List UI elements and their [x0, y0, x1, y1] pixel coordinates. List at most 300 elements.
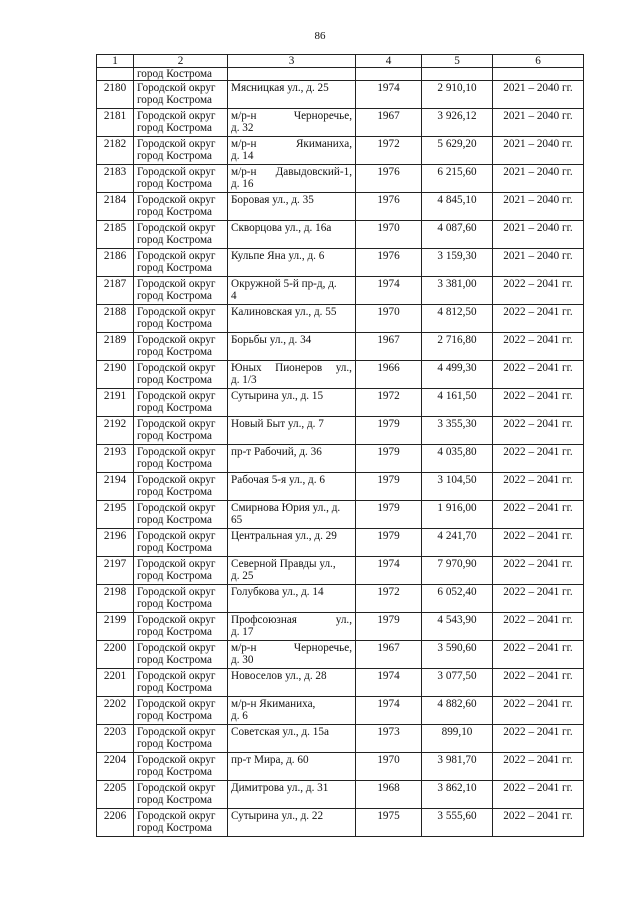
cell-area: 4 161,50 [422, 389, 493, 417]
address-word: Смирнова Юрия ул., д. [231, 502, 341, 514]
table-row [97, 165, 584, 193]
cell-period: 2022 – 2041 гг. [493, 781, 584, 809]
address-line [231, 502, 352, 514]
cell-municipality [134, 445, 228, 473]
cell-number: 2180 [97, 81, 134, 109]
cell-address [228, 277, 356, 305]
address-word: Новый Быт ул., д. 7 [231, 418, 324, 430]
cell-number: 2184 [97, 193, 134, 221]
cell-municipality [134, 165, 228, 193]
table-row [97, 585, 584, 613]
cell-year: 1972 [356, 585, 422, 613]
table-row [97, 305, 584, 333]
municipality-line: город Кострома [137, 458, 212, 470]
cell-period: 2022 – 2041 гг. [493, 305, 584, 333]
cell-period: 2022 – 2041 гг. [493, 809, 584, 837]
municipality-line: Городской округ [137, 586, 216, 598]
cell-municipality [134, 109, 228, 137]
cell-municipality [134, 417, 228, 445]
address-line: д. 1/3 [231, 374, 257, 386]
address-line [231, 362, 352, 374]
cell-address [228, 697, 356, 725]
address-line [231, 222, 352, 234]
address-word: Северной Правды ул., [231, 558, 336, 570]
cell-year: 1973 [356, 725, 422, 753]
municipality-line: город Кострома [137, 514, 212, 526]
address-line: д. 32 [231, 122, 254, 134]
cell-period: 2022 – 2041 гг. [493, 277, 584, 305]
table-row [97, 277, 584, 305]
municipality-line: город Кострома [137, 710, 212, 722]
cell-area [422, 68, 493, 81]
cell-year: 1976 [356, 165, 422, 193]
address-line: д. 14 [231, 150, 254, 162]
cell-period: 2022 – 2041 гг. [493, 473, 584, 501]
cell-address [228, 473, 356, 501]
cell-municipality [134, 753, 228, 781]
cell-area: 3 590,60 [422, 641, 493, 669]
cell-area: 3 159,30 [422, 249, 493, 277]
cell-address [228, 389, 356, 417]
cell-year: 1967 [356, 109, 422, 137]
municipality-line: Городской округ [137, 530, 216, 542]
cell-period: 2021 – 2040 гг. [493, 165, 584, 193]
address-word: м/р-н [231, 166, 257, 178]
cell-number: 2193 [97, 445, 134, 473]
cell-number [97, 68, 134, 81]
cell-year: 1972 [356, 137, 422, 165]
municipality-line: город Кострома [137, 234, 212, 246]
cell-address [228, 305, 356, 333]
address-line: 4 [231, 290, 237, 302]
municipality-line: Городской округ [137, 614, 216, 626]
cell-area: 5 629,20 [422, 137, 493, 165]
address-line: д. 17 [231, 626, 254, 638]
cell-number: 2194 [97, 473, 134, 501]
municipality-line: город Кострома [137, 430, 212, 442]
address-word: Кульпе Яна ул., д. 6 [231, 250, 325, 262]
cell-municipality [134, 529, 228, 557]
municipality-line: город Кострома [137, 346, 212, 358]
municipality-line: город Кострома [137, 178, 212, 190]
cell-area: 4 035,80 [422, 445, 493, 473]
address-word: м/р-н Якиманиха, [231, 698, 316, 710]
cell-period: 2022 – 2041 гг. [493, 613, 584, 641]
cell-area: 4 812,50 [422, 305, 493, 333]
cell-address [228, 417, 356, 445]
cell-municipality [134, 501, 228, 529]
address-line [231, 390, 352, 402]
cell-period: 2022 – 2041 гг. [493, 389, 584, 417]
municipality-line: город Кострома [137, 570, 212, 582]
cell-municipality [134, 249, 228, 277]
cell-number: 2200 [97, 641, 134, 669]
cell-area: 3 077,50 [422, 669, 493, 697]
cell-year: 1966 [356, 361, 422, 389]
cell-address [228, 68, 356, 81]
table-row [97, 669, 584, 697]
municipality-line: город Кострома [137, 374, 212, 386]
cell-year: 1979 [356, 445, 422, 473]
table-row [97, 557, 584, 585]
municipality-line: Городской округ [137, 418, 216, 430]
address-line [231, 278, 352, 290]
address-word: Советская ул., д. 15а [231, 726, 329, 738]
municipality-line: город Кострома [137, 654, 212, 666]
municipality-line: Городской округ [137, 474, 216, 486]
table-body [97, 68, 584, 837]
municipality-line: город Кострома [137, 402, 212, 414]
cell-number: 2190 [97, 361, 134, 389]
cell-municipality [134, 333, 228, 361]
address-word: Боровая ул., д. 35 [231, 194, 314, 206]
page-number: 86 [314, 30, 326, 42]
municipality-line: город Кострома [137, 598, 212, 610]
cell-number: 2185 [97, 221, 134, 249]
address-line [231, 306, 352, 318]
cell-area: 3 104,50 [422, 473, 493, 501]
address-line: д. 30 [231, 654, 254, 666]
cell-period: 2022 – 2041 гг. [493, 557, 584, 585]
cell-period: 2021 – 2040 гг. [493, 249, 584, 277]
table-row [97, 641, 584, 669]
table-row [97, 697, 584, 725]
cell-address [228, 249, 356, 277]
cell-year: 1979 [356, 417, 422, 445]
cell-address [228, 81, 356, 109]
cell-area: 899,10 [422, 725, 493, 753]
table-row [97, 249, 584, 277]
municipality-line: город Кострома [137, 626, 212, 638]
cell-year: 1975 [356, 809, 422, 837]
municipality-line: Городской округ [137, 502, 216, 514]
municipality-line: Городской округ [137, 390, 216, 402]
address-word: Сутырина ул., д. 22 [231, 810, 324, 822]
cell-municipality [134, 389, 228, 417]
municipality-line: Городской округ [137, 446, 216, 458]
cell-year: 1979 [356, 529, 422, 557]
municipality-line: Городской округ [137, 810, 216, 822]
cell-municipality [134, 305, 228, 333]
cell-municipality [134, 641, 228, 669]
cell-period: 2022 – 2041 гг. [493, 417, 584, 445]
table-row [97, 501, 584, 529]
cell-period: 2022 – 2041 гг. [493, 669, 584, 697]
cell-address [228, 529, 356, 557]
address-line [231, 754, 352, 766]
cell-address [228, 725, 356, 753]
cell-area: 6 052,40 [422, 585, 493, 613]
address-word: м/р-н [231, 110, 257, 122]
cell-year: 1967 [356, 333, 422, 361]
municipality-line: Городской округ [137, 138, 216, 150]
municipality-line: Городской округ [137, 670, 216, 682]
cell-year: 1974 [356, 669, 422, 697]
cell-number: 2187 [97, 277, 134, 305]
address-word: Центральная ул., д. 29 [231, 530, 337, 542]
municipality-line: город Кострома [137, 206, 212, 218]
address-line [231, 642, 352, 654]
cell-municipality [134, 781, 228, 809]
municipality-line: Городской округ [137, 166, 216, 178]
municipality-line: город Кострома [137, 318, 212, 330]
municipality-line: Городской округ [137, 726, 216, 738]
cell-year: 1974 [356, 277, 422, 305]
address-line [231, 110, 352, 122]
cell-period: 2021 – 2040 гг. [493, 193, 584, 221]
table-row [97, 809, 584, 837]
cell-municipality [134, 557, 228, 585]
address-word: Юных [231, 362, 262, 374]
cell-address [228, 613, 356, 641]
address-line: д. 6 [231, 710, 248, 722]
cell-area: 4 499,30 [422, 361, 493, 389]
cell-number: 2202 [97, 697, 134, 725]
cell-period: 2021 – 2040 гг. [493, 81, 584, 109]
cell-area: 4 882,60 [422, 697, 493, 725]
cell-municipality: город Кострома [134, 68, 228, 81]
table-row [97, 417, 584, 445]
address-line [231, 614, 352, 626]
cell-address [228, 809, 356, 837]
address-word: Мясницкая ул., д. 25 [231, 82, 329, 94]
table-row [97, 137, 584, 165]
address-word: Димитрова ул., д. 31 [231, 782, 329, 794]
cell-address [228, 669, 356, 697]
cell-area: 3 555,60 [422, 809, 493, 837]
cell-municipality [134, 473, 228, 501]
continuation-row [97, 68, 584, 81]
address-word: ул., [335, 614, 352, 626]
cell-year [356, 68, 422, 81]
cell-area: 7 970,90 [422, 557, 493, 585]
address-word: Пионеров [275, 362, 323, 374]
cell-municipality [134, 809, 228, 837]
cell-municipality [134, 697, 228, 725]
address-word: Давыдовский-1, [275, 166, 352, 178]
address-word: ул., [335, 362, 352, 374]
address-line [231, 418, 352, 430]
address-line [231, 82, 352, 94]
address-line [231, 810, 352, 822]
cell-address [228, 221, 356, 249]
municipality-line: Городской округ [137, 334, 216, 346]
address-word: Окружной 5-й пр-д, д. [231, 278, 337, 290]
cell-address [228, 557, 356, 585]
address-line [231, 782, 352, 794]
cell-number: 2196 [97, 529, 134, 557]
table-row [97, 109, 584, 137]
address-line: д. 25 [231, 570, 254, 582]
column-header: 2 [134, 55, 228, 68]
address-line [231, 138, 352, 150]
table-row [97, 613, 584, 641]
address-line [231, 586, 352, 598]
cell-municipality [134, 725, 228, 753]
table-row [97, 389, 584, 417]
municipality-line: город Кострома [137, 766, 212, 778]
cell-period: 2022 – 2041 гг. [493, 333, 584, 361]
address-line [231, 166, 352, 178]
table-row [97, 333, 584, 361]
cell-period: 2021 – 2040 гг. [493, 137, 584, 165]
table-row [97, 445, 584, 473]
address-line [231, 474, 352, 486]
cell-area: 3 381,00 [422, 277, 493, 305]
cell-number: 2192 [97, 417, 134, 445]
cell-municipality [134, 277, 228, 305]
municipality-line: Городской округ [137, 278, 216, 290]
cell-area: 3 926,12 [422, 109, 493, 137]
cell-address [228, 109, 356, 137]
cell-year: 1979 [356, 473, 422, 501]
cell-period: 2022 – 2041 гг. [493, 445, 584, 473]
table-row [97, 193, 584, 221]
address-line [231, 670, 352, 682]
column-header: 5 [422, 55, 493, 68]
cell-address [228, 585, 356, 613]
cell-period: 2022 – 2041 гг. [493, 501, 584, 529]
cell-municipality [134, 361, 228, 389]
cell-period: 2022 – 2041 гг. [493, 753, 584, 781]
municipality-line: Городской округ [137, 782, 216, 794]
cell-year: 1979 [356, 613, 422, 641]
cell-area: 4 543,90 [422, 613, 493, 641]
address-word: Профсоюзная [231, 614, 297, 626]
cell-address [228, 361, 356, 389]
housing-registry-table [96, 54, 584, 837]
address-word: м/р-н [231, 642, 257, 654]
table-row [97, 221, 584, 249]
address-word: Черноречье, [293, 642, 352, 654]
address-word: Сутырина ул., д. 15 [231, 390, 324, 402]
address-line [231, 250, 352, 262]
cell-area: 4 845,10 [422, 193, 493, 221]
cell-number: 2182 [97, 137, 134, 165]
cell-area: 3 862,10 [422, 781, 493, 809]
cell-period: 2022 – 2041 гг. [493, 697, 584, 725]
cell-number: 2199 [97, 613, 134, 641]
address-word: Черноречье, [293, 110, 352, 122]
address-word: Калиновская ул., д. 55 [231, 306, 337, 318]
municipality-line: Городской округ [137, 250, 216, 262]
cell-year: 1974 [356, 697, 422, 725]
cell-area: 3 981,70 [422, 753, 493, 781]
address-line [231, 530, 352, 542]
municipality-line: Городской округ [137, 222, 216, 234]
address-word: Скворцова ул., д. 16а [231, 222, 332, 234]
cell-area: 2 910,10 [422, 81, 493, 109]
municipality-line: Городской округ [137, 306, 216, 318]
municipality-line: Городской округ [137, 194, 216, 206]
address-line [231, 698, 352, 710]
cell-year: 1970 [356, 305, 422, 333]
cell-address [228, 781, 356, 809]
cell-number: 2183 [97, 165, 134, 193]
cell-area: 4 087,60 [422, 221, 493, 249]
cell-year: 1979 [356, 501, 422, 529]
municipality-line: город Кострома [137, 794, 212, 806]
cell-period: 2022 – 2041 гг. [493, 361, 584, 389]
cell-period: 2021 – 2040 гг. [493, 221, 584, 249]
cell-period: 2021 – 2040 гг. [493, 109, 584, 137]
cell-year: 1970 [356, 221, 422, 249]
address-word: пр-т Мира, д. 60 [231, 754, 309, 766]
table-row [97, 361, 584, 389]
municipality-line: город Кострома [137, 486, 212, 498]
cell-number: 2203 [97, 725, 134, 753]
cell-municipality [134, 669, 228, 697]
municipality-line: город Кострома [137, 150, 212, 162]
cell-municipality [134, 137, 228, 165]
cell-year: 1968 [356, 781, 422, 809]
address-word: Якиманиха, [295, 138, 352, 150]
cell-municipality [134, 81, 228, 109]
cell-address [228, 641, 356, 669]
cell-year: 1974 [356, 557, 422, 585]
cell-municipality [134, 221, 228, 249]
cell-address [228, 501, 356, 529]
cell-area: 3 355,30 [422, 417, 493, 445]
cell-area: 1 916,00 [422, 501, 493, 529]
cell-municipality [134, 613, 228, 641]
cell-number: 2204 [97, 753, 134, 781]
cell-number: 2188 [97, 305, 134, 333]
cell-number: 2195 [97, 501, 134, 529]
table-row [97, 473, 584, 501]
cell-period [493, 68, 584, 81]
municipality-line: Городской округ [137, 82, 216, 94]
cell-address [228, 165, 356, 193]
address-word: Новоселов ул., д. 28 [231, 670, 327, 682]
cell-number: 2198 [97, 585, 134, 613]
cell-area: 2 716,80 [422, 333, 493, 361]
cell-number: 2186 [97, 249, 134, 277]
cell-municipality [134, 585, 228, 613]
cell-year: 1967 [356, 641, 422, 669]
table-row [97, 781, 584, 809]
header-row [97, 55, 584, 68]
cell-area: 6 215,60 [422, 165, 493, 193]
cell-address [228, 445, 356, 473]
cell-year: 1974 [356, 81, 422, 109]
municipality-line: город Кострома [137, 262, 212, 274]
municipality-line: город Кострома [137, 542, 212, 554]
municipality-line: город Кострома [137, 738, 212, 750]
cell-address [228, 333, 356, 361]
cell-period: 2022 – 2041 гг. [493, 641, 584, 669]
municipality-line: город Кострома [137, 122, 212, 134]
municipality-line: город Кострома [137, 822, 212, 834]
cell-address [228, 753, 356, 781]
cell-address [228, 193, 356, 221]
municipality-line: город Кострома [137, 94, 212, 106]
address-word: Борьбы ул., д. 34 [231, 334, 312, 346]
column-header: 6 [493, 55, 584, 68]
address-word: пр-т Рабочий, д. 36 [231, 446, 322, 458]
address-line [231, 334, 352, 346]
municipality-line: город Кострома [137, 290, 212, 302]
cell-number: 2191 [97, 389, 134, 417]
column-header: 4 [356, 55, 422, 68]
municipality-line: Городской округ [137, 110, 216, 122]
municipality-line: Городской округ [137, 698, 216, 710]
table-row [97, 753, 584, 781]
cell-number: 2201 [97, 669, 134, 697]
address-line [231, 194, 352, 206]
cell-number: 2197 [97, 557, 134, 585]
municipality-line: город Кострома [137, 682, 212, 694]
